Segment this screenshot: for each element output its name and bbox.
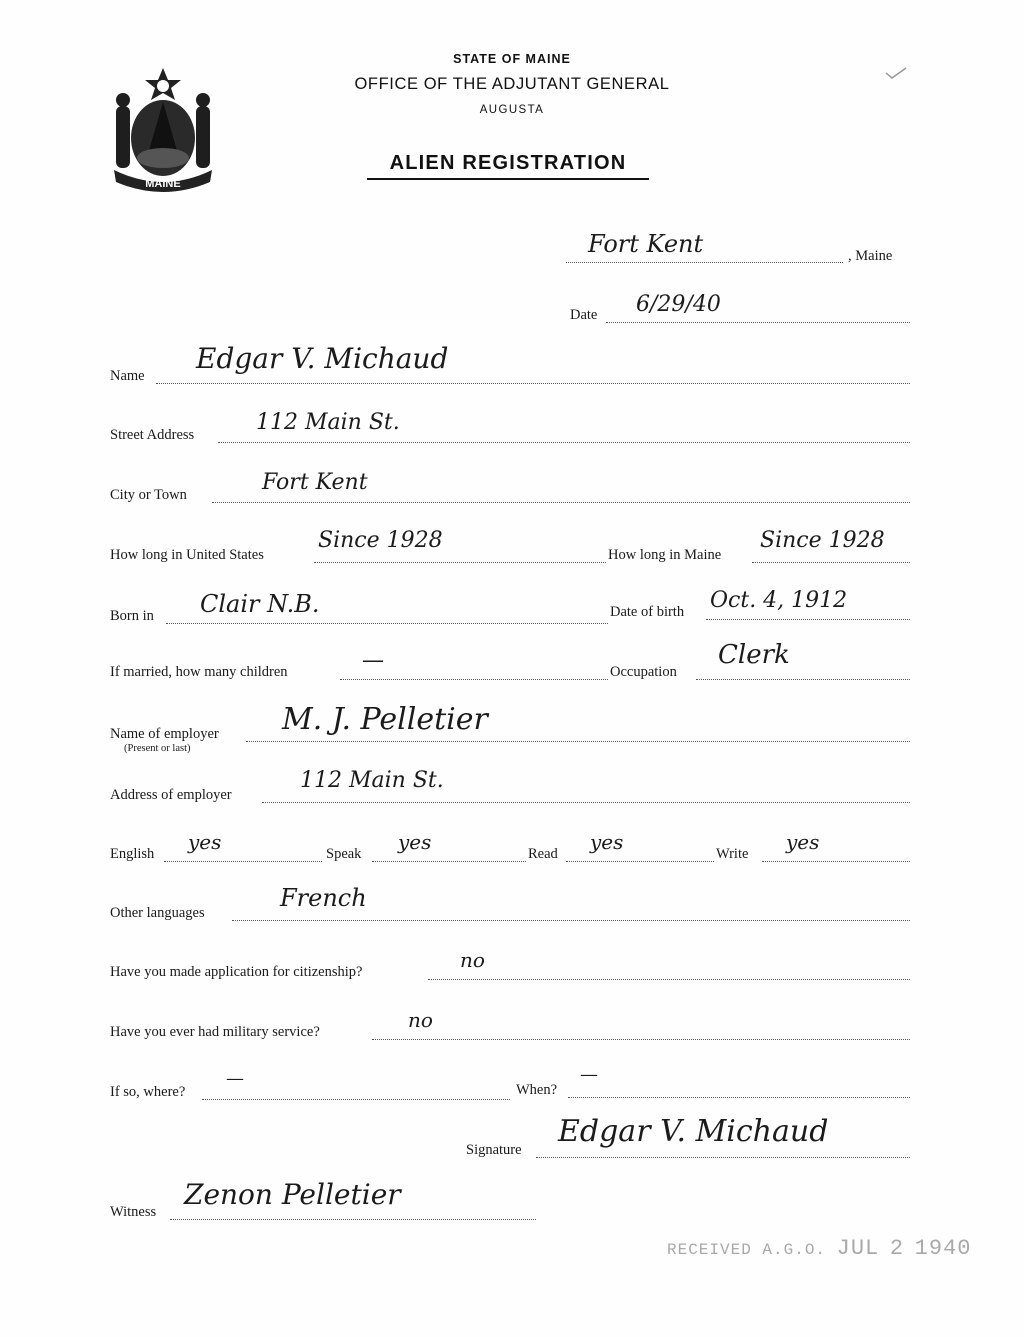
citizenship-value: no [460,948,485,972]
when-label: When? [516,1082,558,1098]
children-line [340,679,608,680]
write-line [762,861,910,862]
other-languages-value: French [280,884,367,912]
city-value: Fort Kent [262,470,368,495]
signature-line [536,1157,910,1158]
town-value: Fort Kent [588,230,704,258]
english-value: yes [188,830,222,854]
street-value: 112 Main St. [256,410,400,435]
witness-label: Witness [110,1204,157,1220]
date-label: Date [570,307,598,323]
street-line [218,442,910,443]
read-value: yes [590,830,624,854]
form-title: ALIEN REGISTRATION [367,152,649,180]
occupation-line [696,679,910,680]
date-line [606,322,910,323]
us-years-line [314,562,606,563]
where-label: If so, where? [110,1084,186,1100]
employer-address-label: Address of employer [110,787,232,803]
employer-address-value: 112 Main St. [300,768,444,793]
stamp-month: JUL [836,1236,880,1261]
speak-value: yes [398,830,432,854]
english-line [164,861,322,862]
dob-label: Date of birth [610,604,685,620]
employer-value: M. J. Pelletier [282,702,488,737]
maine-years-line [752,562,910,563]
born-value: Clair N.B. [200,590,320,618]
state-heading: STATE OF MAINE [453,52,571,66]
when-line [568,1097,910,1098]
children-label: If married, how many children [110,664,288,680]
where-value: — [226,1068,244,1089]
citizenship-label: Have you made application for citizenship? [110,964,363,980]
city-line [212,502,910,503]
signature-label: Signature [466,1142,522,1158]
us-years-label: How long in United States [110,547,264,563]
name-label: Name [110,368,145,384]
employer-address-line [262,802,910,803]
office-heading: OFFICE OF THE ADJUTANT GENERAL [354,75,670,93]
military-value: no [408,1008,433,1032]
dob-value: Oct. 4, 1912 [710,588,848,613]
town-line [566,262,843,263]
military-label: Have you ever had military service? [110,1024,320,1040]
born-label: Born in [110,608,154,624]
when-value: — [580,1064,598,1085]
received-stamp [667,1236,971,1261]
occupation-label: Occupation [610,664,677,680]
witness-value: Zenon Pelletier [184,1178,401,1211]
street-label: Street Address [110,427,195,443]
maine-years-value: Since 1928 [760,528,885,553]
city-heading: AUGUSTA [479,104,545,116]
signature-value: Edgar V. Michaud [558,1114,829,1149]
employer-line [246,741,910,742]
us-years-value: Since 1928 [318,528,443,553]
occupation-value: Clerk [718,640,790,670]
read-line [566,861,714,862]
check-mark-icon [884,66,908,80]
name-line [156,383,910,384]
name-value: Edgar V. Michaud [196,342,449,375]
stamp-day: 2 [889,1236,905,1261]
read-label: Read [528,846,558,862]
stamp-year: 1940 [914,1236,972,1261]
city-label: City or Town [110,487,187,503]
stamp-prefix: RECEIVED A.G.O. [667,1241,827,1259]
date-value: 6/29/40 [636,292,721,317]
write-label: Write [716,846,749,862]
employer-label: Name of employer [110,726,219,742]
town-label: , Maine [848,248,893,264]
citizenship-line [428,979,910,980]
speak-line [372,861,526,862]
other-languages-label: Other languages [110,905,205,921]
speak-label: Speak [326,846,362,862]
employer-sublabel: (Present or last) [124,743,191,754]
children-value: — [362,648,384,673]
other-languages-line [232,920,910,921]
english-label: English [110,846,155,862]
dob-line [706,619,910,620]
seal-banner-text: MAINE [145,178,181,190]
write-value: yes [786,830,820,854]
military-line [372,1039,910,1040]
where-line [202,1099,510,1100]
born-line [166,623,608,624]
witness-line [170,1219,536,1220]
maine-years-label: How long in Maine [608,547,722,563]
